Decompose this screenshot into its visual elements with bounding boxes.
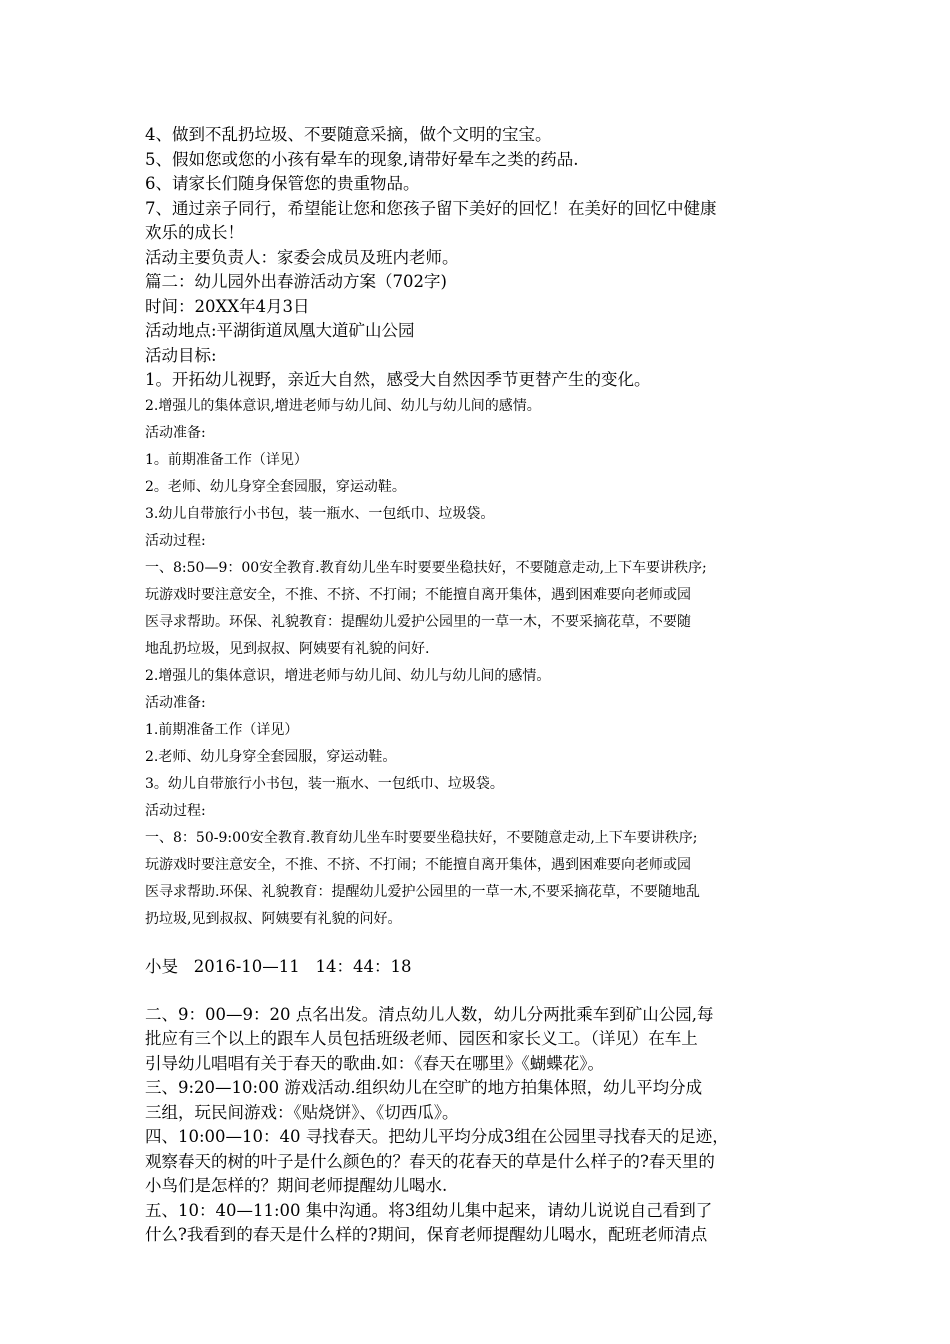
text-line: 二、9：00—9：20 点名出发。清点幼儿人数，幼儿分两批乘车到矿山公园,每: [145, 1004, 714, 1024]
section-schedule: [145, 1003, 825, 1248]
text-line: 一、8:50—9：00安全教育.教育幼儿坐车时要要坐稳扶好，不要随意走动,上下车要讲秩序;: [145, 559, 707, 576]
text-line: 什么?我看到的春天是什么样的?期间，保育老师提醒幼儿喝水，配班老师清点: [145, 1225, 708, 1244]
text-line: 活动过程:: [145, 802, 206, 819]
text-line: 三组，玩民间游戏：《贴烧饼》、《切西瓜》。: [145, 1102, 459, 1122]
text-line: 活动地点:平湖街道凤凰大道矿山公园: [145, 321, 415, 340]
section-intro: [145, 123, 825, 393]
text-line: 活动过程:: [145, 532, 206, 549]
text-line: 医寻求帮助。环保、礼貌教育：提醒幼儿爱护公园里的一草一木，不要采摘花草，不要随: [145, 613, 691, 630]
section-details: [145, 393, 825, 933]
text-line: 2.增强儿的集体意识,增进老师与幼儿间、幼儿与幼儿间的感情。: [145, 397, 541, 414]
text-line: 活动目标:: [145, 345, 217, 365]
text-line: 1.前期准备工作（详见）: [145, 721, 299, 738]
text-line: 活动准备:: [145, 424, 206, 441]
text-line: 2.老师、幼儿身穿全套园服，穿运动鞋。: [145, 748, 397, 765]
text-line: 四、10:00—10：40 寻找春天。把幼儿平均分成3组在公园里寻找春天的足迹，: [145, 1127, 729, 1146]
text-line: 小鸟们是怎样的？期间老师提醒幼儿喝水.: [145, 1176, 448, 1195]
text-line: 活动准备:: [145, 694, 206, 711]
text-line: 3.幼儿自带旅行小书包，装一瓶水、一包纸巾、垃圾袋。: [145, 505, 495, 522]
text-line: 五、10：40—11:00 集中沟通。将3组幼儿集中起来，请幼儿说说自己看到了: [145, 1200, 713, 1220]
text-line: 观察春天的树的叶子是什么颜色的？春天的花春天的草是什么样子的?春天里的: [145, 1151, 715, 1171]
text-line: 6、请家长们随身保管您的贵重物品。: [145, 174, 420, 193]
text-line: 1。开拓幼儿视野，亲近大自然，感受大自然因季节更替产生的变化。: [145, 370, 651, 389]
text-line: 1。前期准备工作（详见）: [145, 451, 308, 468]
section-heading: 篇二：幼儿园外出春游活动方案（702字): [145, 272, 447, 291]
text-line: 4、做到不乱扔垃圾、不要随意采摘，做个文明的宝宝。: [145, 125, 552, 144]
text-line: 一、8：50-9:00安全教育.教育幼儿坐车时要要坐稳扶好，不要随意走动,上下车要讲秩序;: [145, 829, 698, 846]
text-line: 7、通过亲子同行，希望能让您和您孩子留下美好的回忆！在美好的回忆中健康: [145, 198, 717, 218]
text-line: 扔垃圾,见到叔叔、阿姨要有礼貌的问好。: [145, 910, 402, 927]
text-line: 三、9:20—10:00 游戏活动.组织幼儿在空旷的地方拍集体照，幼儿平均分成: [145, 1078, 703, 1097]
text-line: 2。老师、幼儿身穿全套园服，穿运动鞋。: [145, 478, 406, 495]
author-timestamp: 小旻 2016-10—11 14：44：18: [145, 956, 412, 976]
text-line: 批应有三个以上的跟车人员包括班级老师、园医和家长义工。（详见）在车上: [145, 1029, 698, 1048]
text-line: 活动主要负责人：家委会成员及班内老师。: [145, 247, 459, 267]
text-line: 玩游戏时要注意安全，不推、不挤、不打闹；不能擅自离开集体，遇到困难要向老师或园: [145, 586, 691, 603]
text-line: 医寻求帮助.环保、礼貌教育：提醒幼儿爱护公园里的一草一木,不要采摘花草，不要随地乱: [145, 883, 700, 900]
text-line: 5、假如您或您的小孩有晕车的现象,请带好晕车之类的药品.: [145, 149, 579, 169]
text-line: 3。幼儿自带旅行小书包，装一瓶水、一包纸巾、垃圾袋。: [145, 775, 504, 792]
text-line: 欢乐的成长！: [145, 223, 244, 242]
text-line: 地乱扔垃圾，见到叔叔、阿姨要有礼貌的问好.: [145, 640, 430, 657]
text-line: 时间：20XX年4月3日: [145, 296, 310, 316]
text-line: 2.增强儿的集体意识，增进老师与幼儿间、幼儿与幼儿间的感情。: [145, 667, 551, 684]
text-line: 引导幼儿唱唱有关于春天的歌曲.如：《春天在哪里》《蝴蝶花》。: [145, 1053, 604, 1073]
text-line: 玩游戏时要注意安全，不推、不挤、不打闹；不能擅自离开集体，遇到困难要向老师或园: [145, 856, 691, 873]
document-page: [145, 123, 825, 1248]
